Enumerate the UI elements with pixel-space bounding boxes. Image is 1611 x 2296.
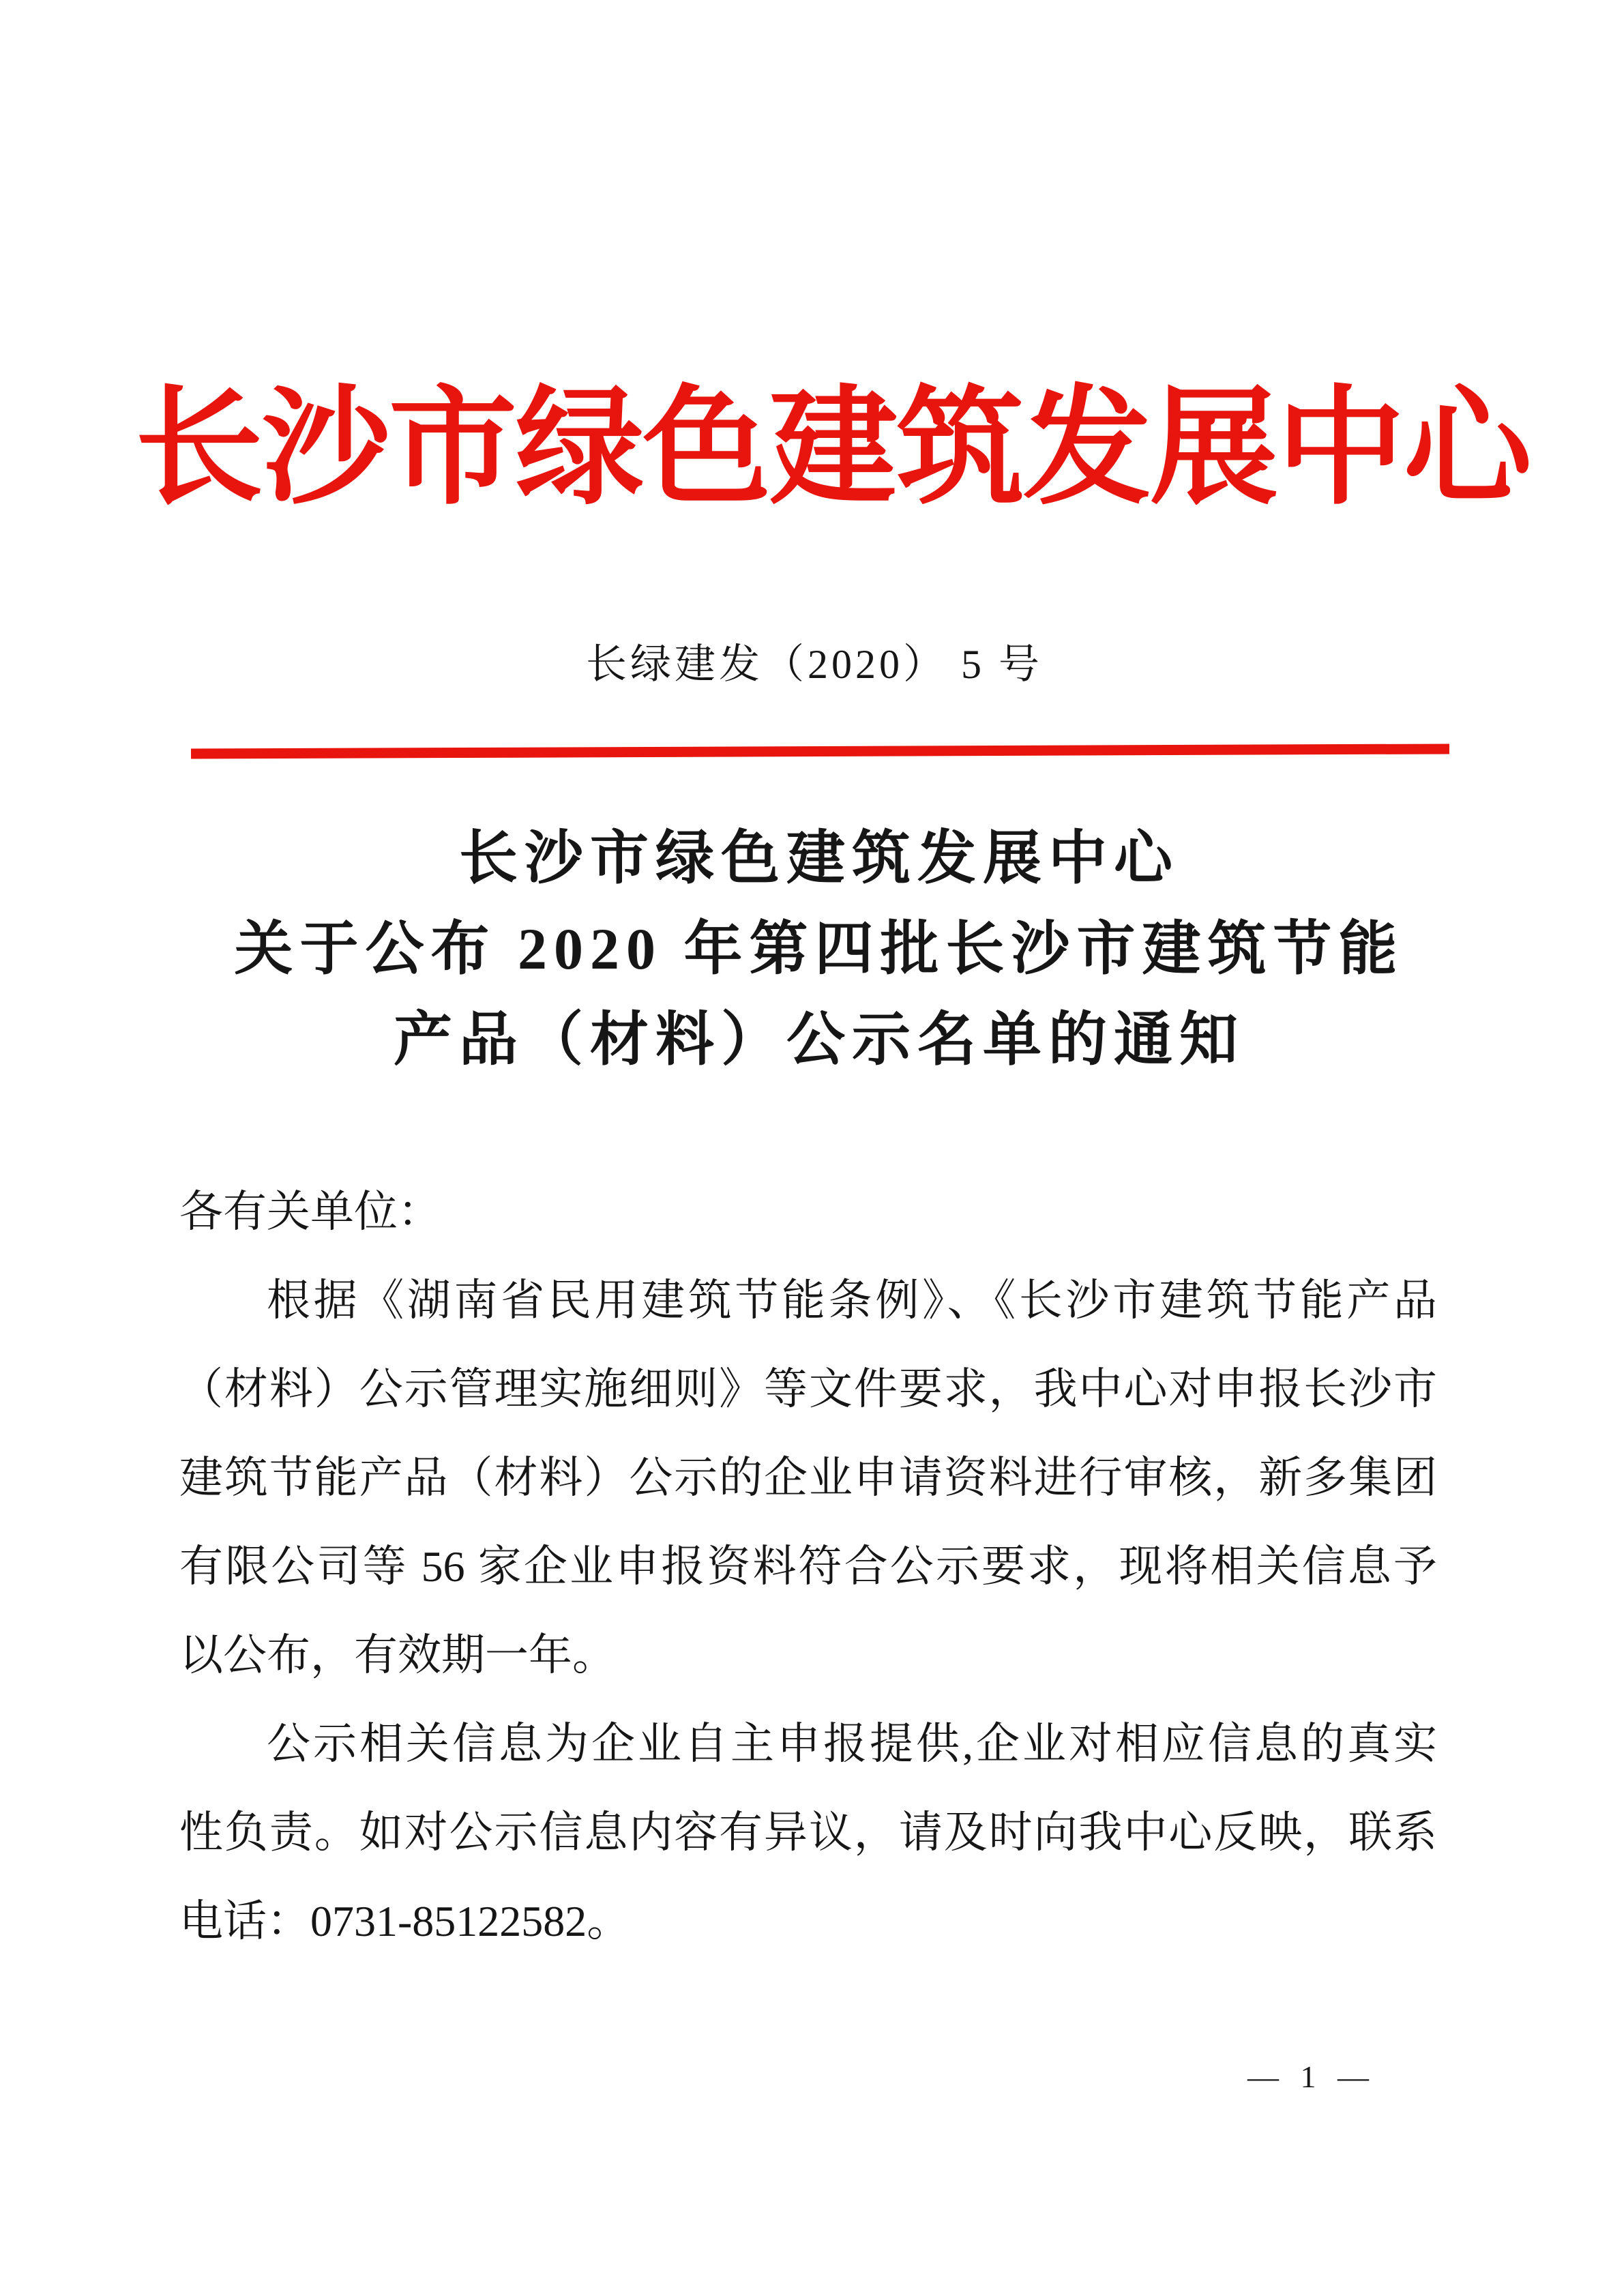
body-line: 根据《湖南省民用建筑节能条例》、《长沙市建筑节能产品 (267, 1276, 1437, 1325)
body-line-phone: 电话：0731-85122582。 (179, 1897, 631, 1945)
notice-title-line-3: 产品（材料）公示名单的通知 (394, 1007, 1245, 1072)
body-line: 以公布，有效期一年。 (179, 1631, 616, 1679)
page-number: — 1 — (1247, 2059, 1376, 2094)
body-line-salutation: 各有关单位： (179, 1188, 441, 1236)
body-line: （材料）公示管理实施细则》等文件要求，我中心对申报长沙市 (179, 1365, 1437, 1413)
body-line: 有限公司等 56 家企业申报资料符合公示要求，现将相关信息予 (179, 1542, 1437, 1591)
doc-number: 长绿建发（2020） 5 号 (586, 642, 1043, 687)
body-line: 建筑节能产品（材料）公示的企业申请资料进行审核，新多集团 (179, 1454, 1437, 1502)
notice-title-line-2: 关于公布 2020 年第四批长沙市建筑节能 (234, 916, 1404, 982)
body-line: 性负责。如对公示信息内容有异议，请及时向我中心反映，联系 (179, 1808, 1437, 1857)
notice-title (27, 813, 1611, 1085)
body-text (179, 1168, 1437, 1966)
notice-title-line-1: 长沙市绿色建筑发展中心 (459, 825, 1179, 891)
red-divider-line (191, 744, 1449, 759)
letterhead-org-name: 长沙市绿色建筑发展中心 (135, 377, 1531, 520)
body-line: 公示相关信息为企业自主申报提供,企业对相应信息的真实 (267, 1720, 1437, 1768)
